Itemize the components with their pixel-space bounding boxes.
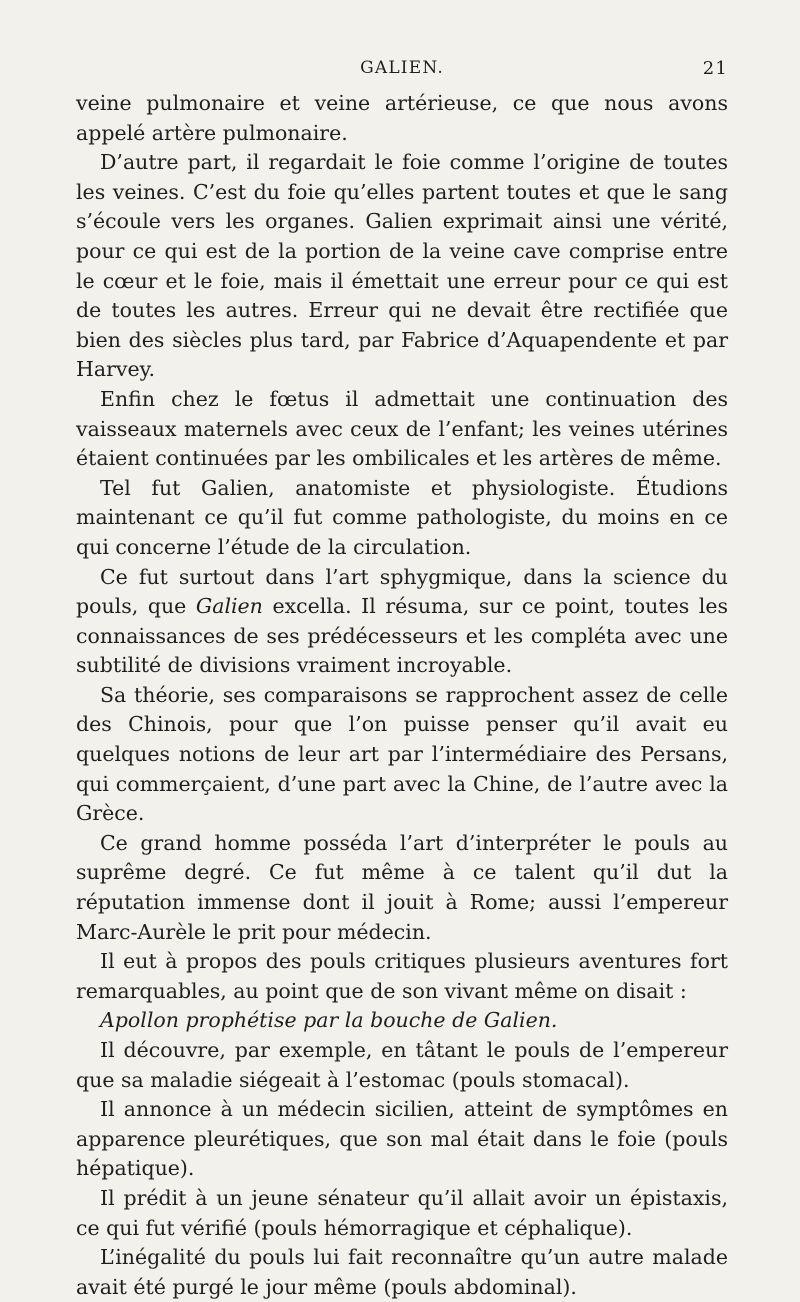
paragraph-text: Ce fut surtout dans l’art sphygmique, dans la science du pouls, que [76, 564, 728, 619]
paragraph: Ce grand homme posséda l’art d’interpréter le pouls au suprême degré. Ce fut même à ce talent qu’il dut la réputation immense dont il jouit à Rome; aussi l’empereur Marc-Aurèle le prit pour médecin. [76, 830, 728, 944]
paragraph: D’autre part, il regardait le foie comme l’origine de toutes les veines. C’est du foie qu’elles partent toutes et que le sang s’écoule vers les organes. Galien exprimait ainsi une vérité, pour ce qui est de la portion de la veine cave comprise entre le cœur et le foie, mais il émettait une erreur pour ce qui est de toutes les autres. Erreur qui ne devait être rectifiée que bien des siècles plus tard, par Fabrice d’Aquapendente et par Harvey. [76, 150, 728, 382]
paragraph [76, 563, 728, 681]
italic-name: Galien [195, 594, 263, 619]
paragraph: Il eut à propos des pouls critiques plusieurs aventures fort remarquables, au point que de son vivant même on disait : [76, 949, 728, 1003]
paragraph-text: excella. Il résuma, sur ce point, toutes les connaissances de ses prédécesseurs et les compléta avec une subtilité de divisions vraiment incroyable. [76, 594, 728, 678]
paragraph: veine pulmonaire et veine artérieuse, ce que nous avons appelé artère pulmonaire. [76, 91, 728, 145]
running-title: GALIEN. [360, 58, 444, 78]
page-number: 21 [702, 58, 728, 79]
paragraph: Il annonce à un médecin sicilien, atteint de symptômes en apparence pleurétiques, que son mal était dans le foie (pouls hépatique). [76, 1097, 728, 1181]
paragraph: Sa théorie, ses comparaisons se rapprochent assez de celle des Chinois, pour que l’on puisse penser qu’il avait eu quelques notions de leur art par l’intermédiaire des Persans, qui commerçaient, d’une part avec la Chine, de l’autre avec la Grèce. [76, 682, 728, 826]
paragraph: L’inégalité du pouls lui fait reconnaître qu’un autre malade avait été purgé le jour même (pouls abdominal). [76, 1245, 728, 1299]
paragraph: Enfin chez le fœtus il admettait une continuation des vaisseaux maternels avec ceux de l’enfant; les veines utérines étaient continuées par les ombilicales et les artères de même. [76, 386, 728, 471]
body-text [76, 89, 728, 1302]
paragraph: Il prédit à un jeune sénateur qu’il allait avoir un épistaxis, ce qui fut vérifié (pouls hémorragique et céphalique). [76, 1185, 728, 1240]
running-head [76, 58, 728, 84]
italic-quote: Apollon prophétise par la bouche de Galien. [100, 1008, 558, 1033]
paragraph: Tel fut Galien, anatomiste et physiologiste. Étudions maintenant ce qu’il fut comme pathologiste, du moins en ce qui concerne l’étude de la circulation. [76, 475, 728, 559]
paragraph: Il découvre, par exemple, en tâtant le pouls de l’empereur que sa maladie siégeait à l’estomac (pouls stomacal). [76, 1038, 728, 1092]
